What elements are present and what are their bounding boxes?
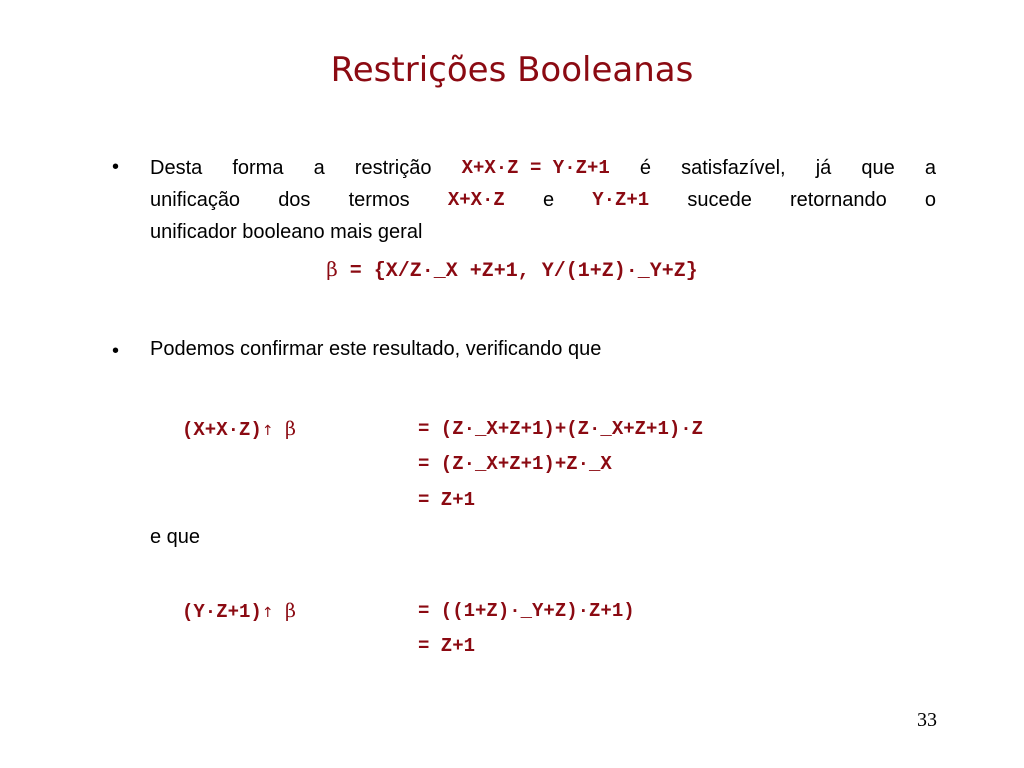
lhs-expression: (Y·Z+1) — [182, 601, 262, 623]
word: satisfazível, — [681, 157, 786, 179]
term-expression: Y·Z+1 — [592, 189, 650, 211]
bullet-1-line-3: unificador booleano mais geral — [150, 221, 423, 243]
connector-text: e que — [150, 526, 201, 548]
unifier-formula — [0, 257, 1024, 283]
constraint-expression: X+X·Z = Y·Z+1 — [461, 157, 610, 179]
page-number: 33 — [917, 709, 937, 731]
unifier-formula-body: = {X/Z·_X +Z+1, Y/(1+Z)·_Y+Z} — [337, 260, 698, 283]
derivation-1-lhs — [182, 418, 296, 441]
derivation-2-step: = ((1+Z)·_Y+Z)·Z+1) — [418, 600, 635, 622]
word: dos — [278, 189, 311, 211]
word: Desta — [150, 157, 203, 179]
up-arrow-icon: ↑ — [261, 605, 274, 621]
derivation-1-step: = Z+1 — [418, 489, 476, 511]
bullet-2-text: Podemos confirmar este resultado, verificando que — [150, 338, 602, 360]
bullet-1-line-1 — [150, 152, 936, 184]
word: é — [639, 157, 652, 179]
word: retornando — [789, 189, 887, 211]
word: restrição — [354, 157, 432, 179]
word: termos — [348, 189, 410, 211]
word: sucede — [687, 189, 752, 211]
beta-symbol: β — [284, 418, 296, 440]
derivation-2-step: = Z+1 — [418, 635, 476, 657]
term-expression: X+X·Z — [447, 189, 505, 211]
derivation-1-step: = (Z·_X+Z+1)+Z·_X — [418, 453, 612, 475]
word: e — [542, 189, 555, 211]
word: forma — [232, 157, 284, 179]
derivation-1-step: = (Z·_X+Z+1)+(Z·_X+Z+1)·Z — [418, 418, 704, 440]
beta-symbol: β — [326, 257, 338, 281]
bullet-1-line-2 — [150, 184, 936, 216]
word: unificação — [150, 189, 241, 211]
bullet-1-paragraph — [150, 152, 936, 248]
derivation-2-lhs — [182, 600, 296, 623]
word: que — [861, 157, 895, 179]
up-arrow-icon: ↑ — [261, 423, 274, 439]
beta-symbol: β — [284, 600, 296, 622]
bullet-marker: • — [112, 156, 120, 178]
word: já — [815, 157, 832, 179]
word: a — [924, 157, 936, 179]
slide-title: Restrições Booleanas — [330, 50, 694, 90]
bullet-marker: • — [112, 340, 120, 362]
lhs-expression: (X+X·Z) — [182, 419, 262, 441]
word: o — [924, 189, 936, 211]
word: a — [313, 157, 325, 179]
